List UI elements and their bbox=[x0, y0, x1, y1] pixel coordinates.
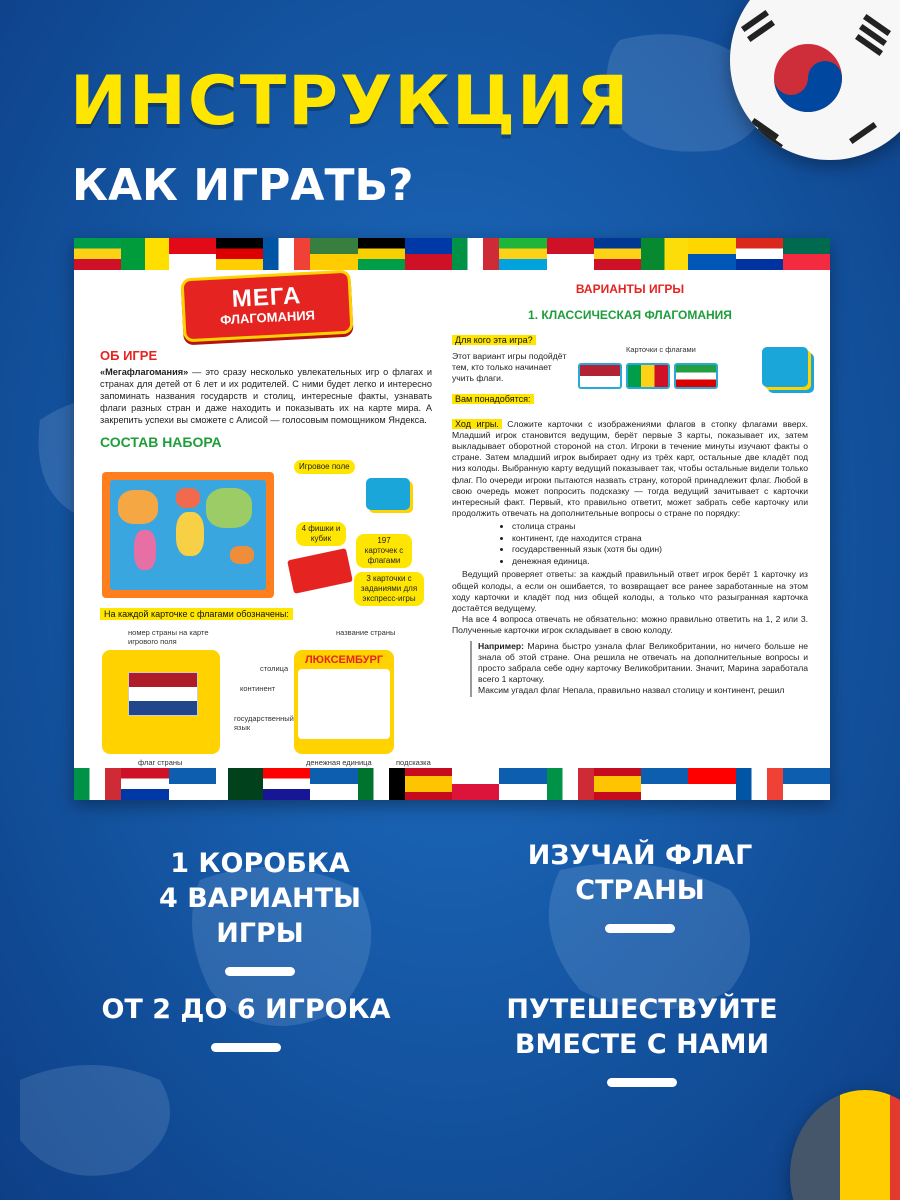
feature-players bbox=[96, 992, 396, 1052]
game-board-image bbox=[102, 472, 274, 598]
feature-line-1: ОТ 2 ДО 6 ИГРОКА bbox=[101, 994, 391, 1025]
example-text-2: Максим угадал флаг Непала, правильно назвал столицу и континент, решил bbox=[478, 685, 785, 696]
card-stack-image bbox=[762, 347, 808, 387]
sheet-left-column bbox=[100, 274, 432, 768]
check-text: Ведущий проверяет ответы: за каждый правильный ответ игрок берёт 1 карточку из общей колоды, а если он ошибается, то возвращает все ранее заработанные на этом ходу карточки и кладёт под низ общей колоды, а только что разыгранная карточка достаётся ведущему. bbox=[452, 569, 808, 614]
label-currency: денежная единица bbox=[306, 758, 372, 767]
feature-underline bbox=[607, 1078, 677, 1087]
guinea-flag-card bbox=[626, 363, 670, 389]
feature-underline bbox=[605, 924, 675, 933]
course-label: Ход игры. bbox=[452, 419, 502, 429]
variants-heading: ВАРИАНТЫ ИГРЫ bbox=[575, 282, 685, 296]
flag-cards-illustration bbox=[578, 343, 808, 393]
label-continent: континент bbox=[240, 684, 276, 693]
label-language: государственный язык bbox=[234, 714, 294, 732]
course-description: Сложите карточки с изображениями флагов в стопку флагами вверх. Младший игрок становится ведущим, берёт первые 3 карты, показывает их, затем выкладывает оборотной стороной на стол. Игроки в течение минуты изучают факты о стране. Затем младший игрок выбирает одну из трёх карт, остальные две кладёт под низ колоды. Выбранную карту ведущий показывает так, чтобы остальные видели только флаг. По очереди игроки пытаются назвать страну, которой принадлежит флаг. Любой в свою очередь может попросить подсказку — тогда ведущий зачитывает с карточки интересный факт. Первый, кто правильно ответит, может забрать себе карточку или продолжить отвечать на дополнительные вопросы о стране по порядку: bbox=[452, 418, 808, 519]
kit-label-board: Игровое поле bbox=[294, 460, 355, 474]
instruction-sheet bbox=[74, 238, 830, 800]
page-title: ИНСТРУКЦИЯ bbox=[70, 62, 631, 141]
classic-heading: 1. КЛАССИЧЕСКАЯ ФЛАГОМАНИЯ bbox=[528, 308, 732, 322]
list-item: • денежная единица. bbox=[512, 556, 808, 568]
about-heading: ОБ ИГРЕ bbox=[100, 348, 158, 363]
feature-line-2: СТРАНЫ bbox=[575, 875, 705, 906]
list-item: • столица страны bbox=[512, 521, 808, 533]
sheet-right-column bbox=[452, 282, 808, 697]
example-block bbox=[470, 641, 808, 697]
about-brand: «Мегафлагомания» bbox=[100, 367, 189, 377]
feature-travel bbox=[500, 992, 784, 1087]
cards-stack-image bbox=[366, 478, 410, 510]
romania-flag-icon bbox=[790, 1090, 900, 1200]
info-card-image bbox=[294, 650, 394, 754]
usa-flag-card bbox=[578, 363, 622, 389]
kit-label-chips: 4 фишки и кубик bbox=[296, 522, 346, 546]
label-number: номер страны на карте игрового поля bbox=[128, 628, 209, 646]
example-description: Марина быстро узнала флаг Великобритании, но ничего больше не знала об этой стране. Она решила не отвечать на дополнительные вопросы и просто забрала себе одну карточку Великобритании. Значит, Марина заработала всего 1 карточку. bbox=[478, 640, 808, 685]
feature-learn-flags bbox=[500, 838, 780, 933]
course-text bbox=[452, 419, 808, 520]
netherlands-flag-icon bbox=[128, 672, 198, 716]
example-text bbox=[478, 641, 808, 686]
feature-line-2: 4 ВАРИАНТЫ ИГРЫ bbox=[159, 883, 361, 949]
feature-underline bbox=[211, 1043, 281, 1052]
for-whom-label: Для кого эта игра? bbox=[452, 335, 536, 345]
game-logo bbox=[180, 270, 353, 343]
feature-line-2: ВМЕСТЕ С НАМИ bbox=[514, 1029, 770, 1060]
south-korea-flag-icon bbox=[730, 0, 900, 160]
label-capital: столица bbox=[260, 664, 289, 673]
label-hint: подсказка bbox=[396, 758, 431, 767]
about-description: — это сразу несколько увлекательных игр о флагах и странах для детей от 6 лет и их родителей. С ними будет легко и интересно запоминать названия государств и столиц, интересные факты, узнавать флаги разных стран и даже находить и показывать их на карте мира. А закрепить успехи вы сможете с Алисой — голосовым помощником Яндекса. bbox=[100, 367, 432, 425]
feature-box-games bbox=[120, 846, 400, 976]
label-flag: флаг страны bbox=[138, 758, 183, 767]
example-label: Например: bbox=[478, 640, 524, 651]
flag-border-top bbox=[74, 238, 830, 270]
iran-flag-card bbox=[674, 363, 718, 389]
label-country: название страны bbox=[336, 628, 396, 637]
feature-underline bbox=[225, 967, 295, 976]
card-demo bbox=[100, 628, 432, 768]
kit-label-cards: 197 карточек с флагами bbox=[356, 534, 412, 568]
feature-line-1: ИЗУЧАЙ ФЛАГ bbox=[527, 840, 753, 871]
logo-line-1: МЕГА bbox=[231, 282, 302, 313]
logo-line-2: ФЛАГОМАНИЯ bbox=[219, 307, 316, 328]
question-list bbox=[512, 521, 808, 567]
kit-label-express: 3 карточки с заданиями для экспресс-игры bbox=[354, 572, 424, 606]
flag-border-bottom bbox=[74, 768, 830, 800]
feature-line-1: ПУТЕШЕСТВУЙТЕ bbox=[506, 994, 778, 1025]
list-item: • государственный язык (хотя бы один) bbox=[512, 544, 808, 556]
cards-with-flags-label: Карточки с флагами bbox=[626, 345, 696, 354]
flag-card-image bbox=[102, 650, 220, 754]
optional-text: На все 4 вопроса отвечать не обязательно: можно правильно ответить на 1, 2 или 3. Полученные карточки игрок складывает в свою колоду. bbox=[452, 614, 808, 636]
for-whom-text: Этот вариант игры подойдёт тем, кто только начинает учить флаги. bbox=[452, 351, 567, 384]
page-subtitle: КАК ИГРАТЬ? bbox=[72, 160, 414, 211]
list-item: • континент, где находится страна bbox=[512, 533, 808, 545]
need-label: Вам понадобятся: bbox=[452, 394, 534, 404]
world-map-image bbox=[110, 480, 266, 590]
kit-heading: СОСТАВ НАБОРА bbox=[100, 434, 222, 450]
express-cards-image bbox=[287, 548, 353, 594]
kit-illustration bbox=[100, 454, 432, 604]
card-country-name: ЛЮКСЕМБУРГ bbox=[298, 654, 390, 666]
feature-line-1: 1 КОРОБКА bbox=[170, 848, 350, 879]
about-text bbox=[100, 366, 432, 426]
card-caption: На каждой карточке с флагами обозначены: bbox=[100, 608, 293, 620]
card-info-area bbox=[298, 669, 390, 739]
